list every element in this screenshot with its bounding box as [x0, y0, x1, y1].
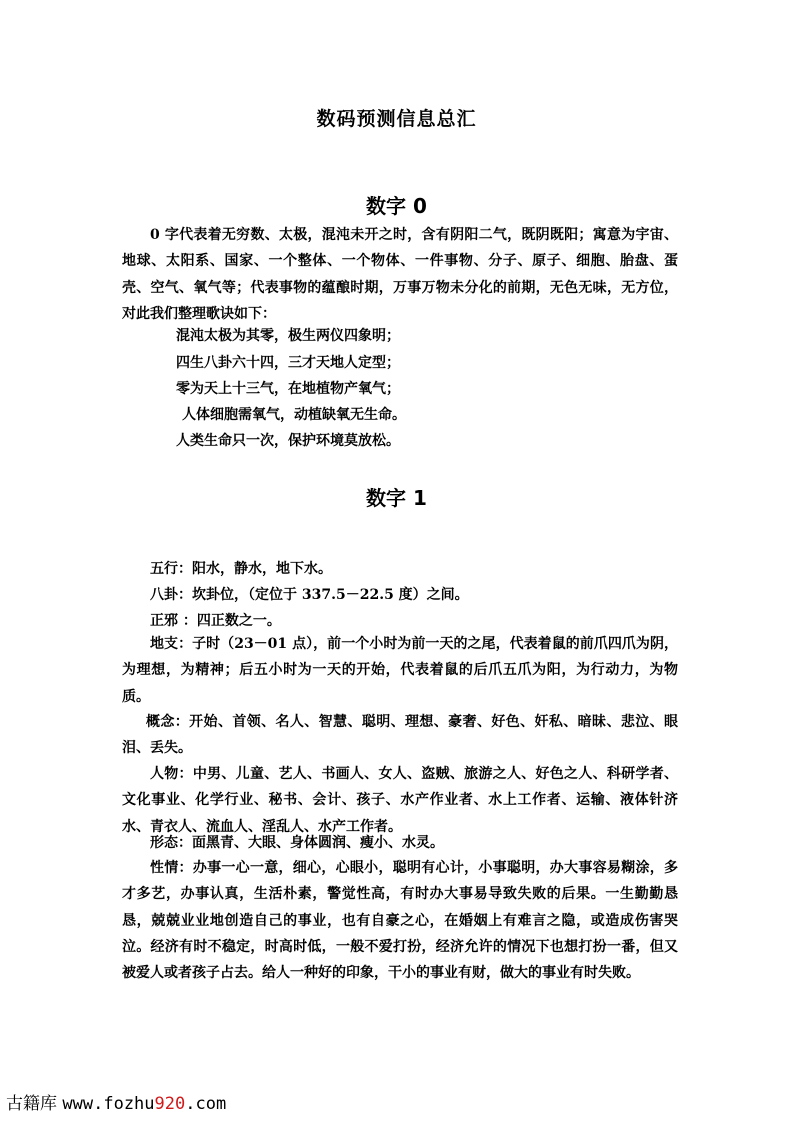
- xingtai-paragraph: 形态：面黑青、大眼、身体圆润、瘦小、水灵。: [150, 835, 444, 851]
- footer-site-suffix: .com: [185, 1094, 227, 1114]
- footer-watermark: [6, 1089, 226, 1114]
- footer-name: 古籍库: [6, 1094, 57, 1114]
- verse-line-2: 四生八卦六十四，三才天地人定型；: [176, 355, 400, 371]
- document-title: 数码预测信息总汇: [316, 108, 477, 130]
- wuxing-line: 五行：阳水，静水，地下水。: [150, 561, 332, 577]
- bagua-line: 八卦：坎卦位，（定位于 337.5－22.5 度）之间。: [150, 587, 469, 603]
- verse-line-3: 零为天上十三气，在地植物产氧气；: [176, 381, 400, 397]
- footer-site-link[interactable]: [62, 1094, 226, 1114]
- zhengxie-line: 正邪 ：四正数之一。: [150, 613, 281, 629]
- section0-paragraph: 0 字代表着无穷数、太极，混沌未开之时，含有阴阳二气，既阴既阳；寓意为宇宙、地球、太阳系、国家、一个整体、一个物体、一件事物、分子、原子、细胞、胎盘、蛋壳、空气、氧气等；代表事物的蕴酿时期，万事万物未分化的前期，无色无味，无方位，对此我们整理歌诀如下：: [122, 227, 678, 322]
- xingqing-paragraph: 性情：办事一心一意，细心，心眼小，聪明有心计，小事聪明，办大事容易糊涂，多才多艺，办事认真，生活朴素，警觉性高，有时办大事易导致失败的后果。一生勤勤恳恳，兢兢业业地创造自己的事业，也有自豪之心，在婚姻上有难言之隐，或造成伤害哭泣。经济有时不稳定，时高时低，一般不爱打扮，经济允许的情况下也想打扮一番，但又被爱人或者孩子占去。给人一种好的印象，干小的事业有财，做大的事业有时失败。: [122, 860, 678, 982]
- section-heading-0: 数字 0: [366, 194, 427, 218]
- section-heading-1: 数字 1: [366, 486, 427, 510]
- verse-line-1: 混沌太极为其零，极生两仪四象明；: [176, 328, 400, 344]
- verse-line-4: 人体细胞需氧气，动植缺氧无生命。: [182, 407, 406, 423]
- footer-site-number: 920: [154, 1094, 186, 1114]
- renwu-paragraph: 人物：中男、儿童、艺人、书画人、女人、盗贼、旅游之人、好色之人、科研学者、文化事业、化学行业、秘书、会计、孩子、水产作业者、水上工作者、运输、液体针济水、青衣人、流血人、淫乱人、水产工作者。: [122, 766, 678, 835]
- gainian-paragraph: 概念：开始、首领、名人、智慧、聪明、理想、豪奢、好色、奸私、暗昧、悲泣、眼泪、丢失。: [122, 714, 678, 757]
- verse-line-5: 人类生命只一次，保护环境莫放松。: [176, 433, 400, 449]
- footer-site-prefix: www.fozhu: [62, 1094, 155, 1114]
- dizhi-paragraph: 地支：子时（23－01 点），前一个小时为前一天的之尾，代表着鼠的前爪四爪为阴，为理想，为精神；后五小时为一天的开始，代表着鼠的后爪五爪为阳，为行动力，为物质。: [122, 636, 678, 705]
